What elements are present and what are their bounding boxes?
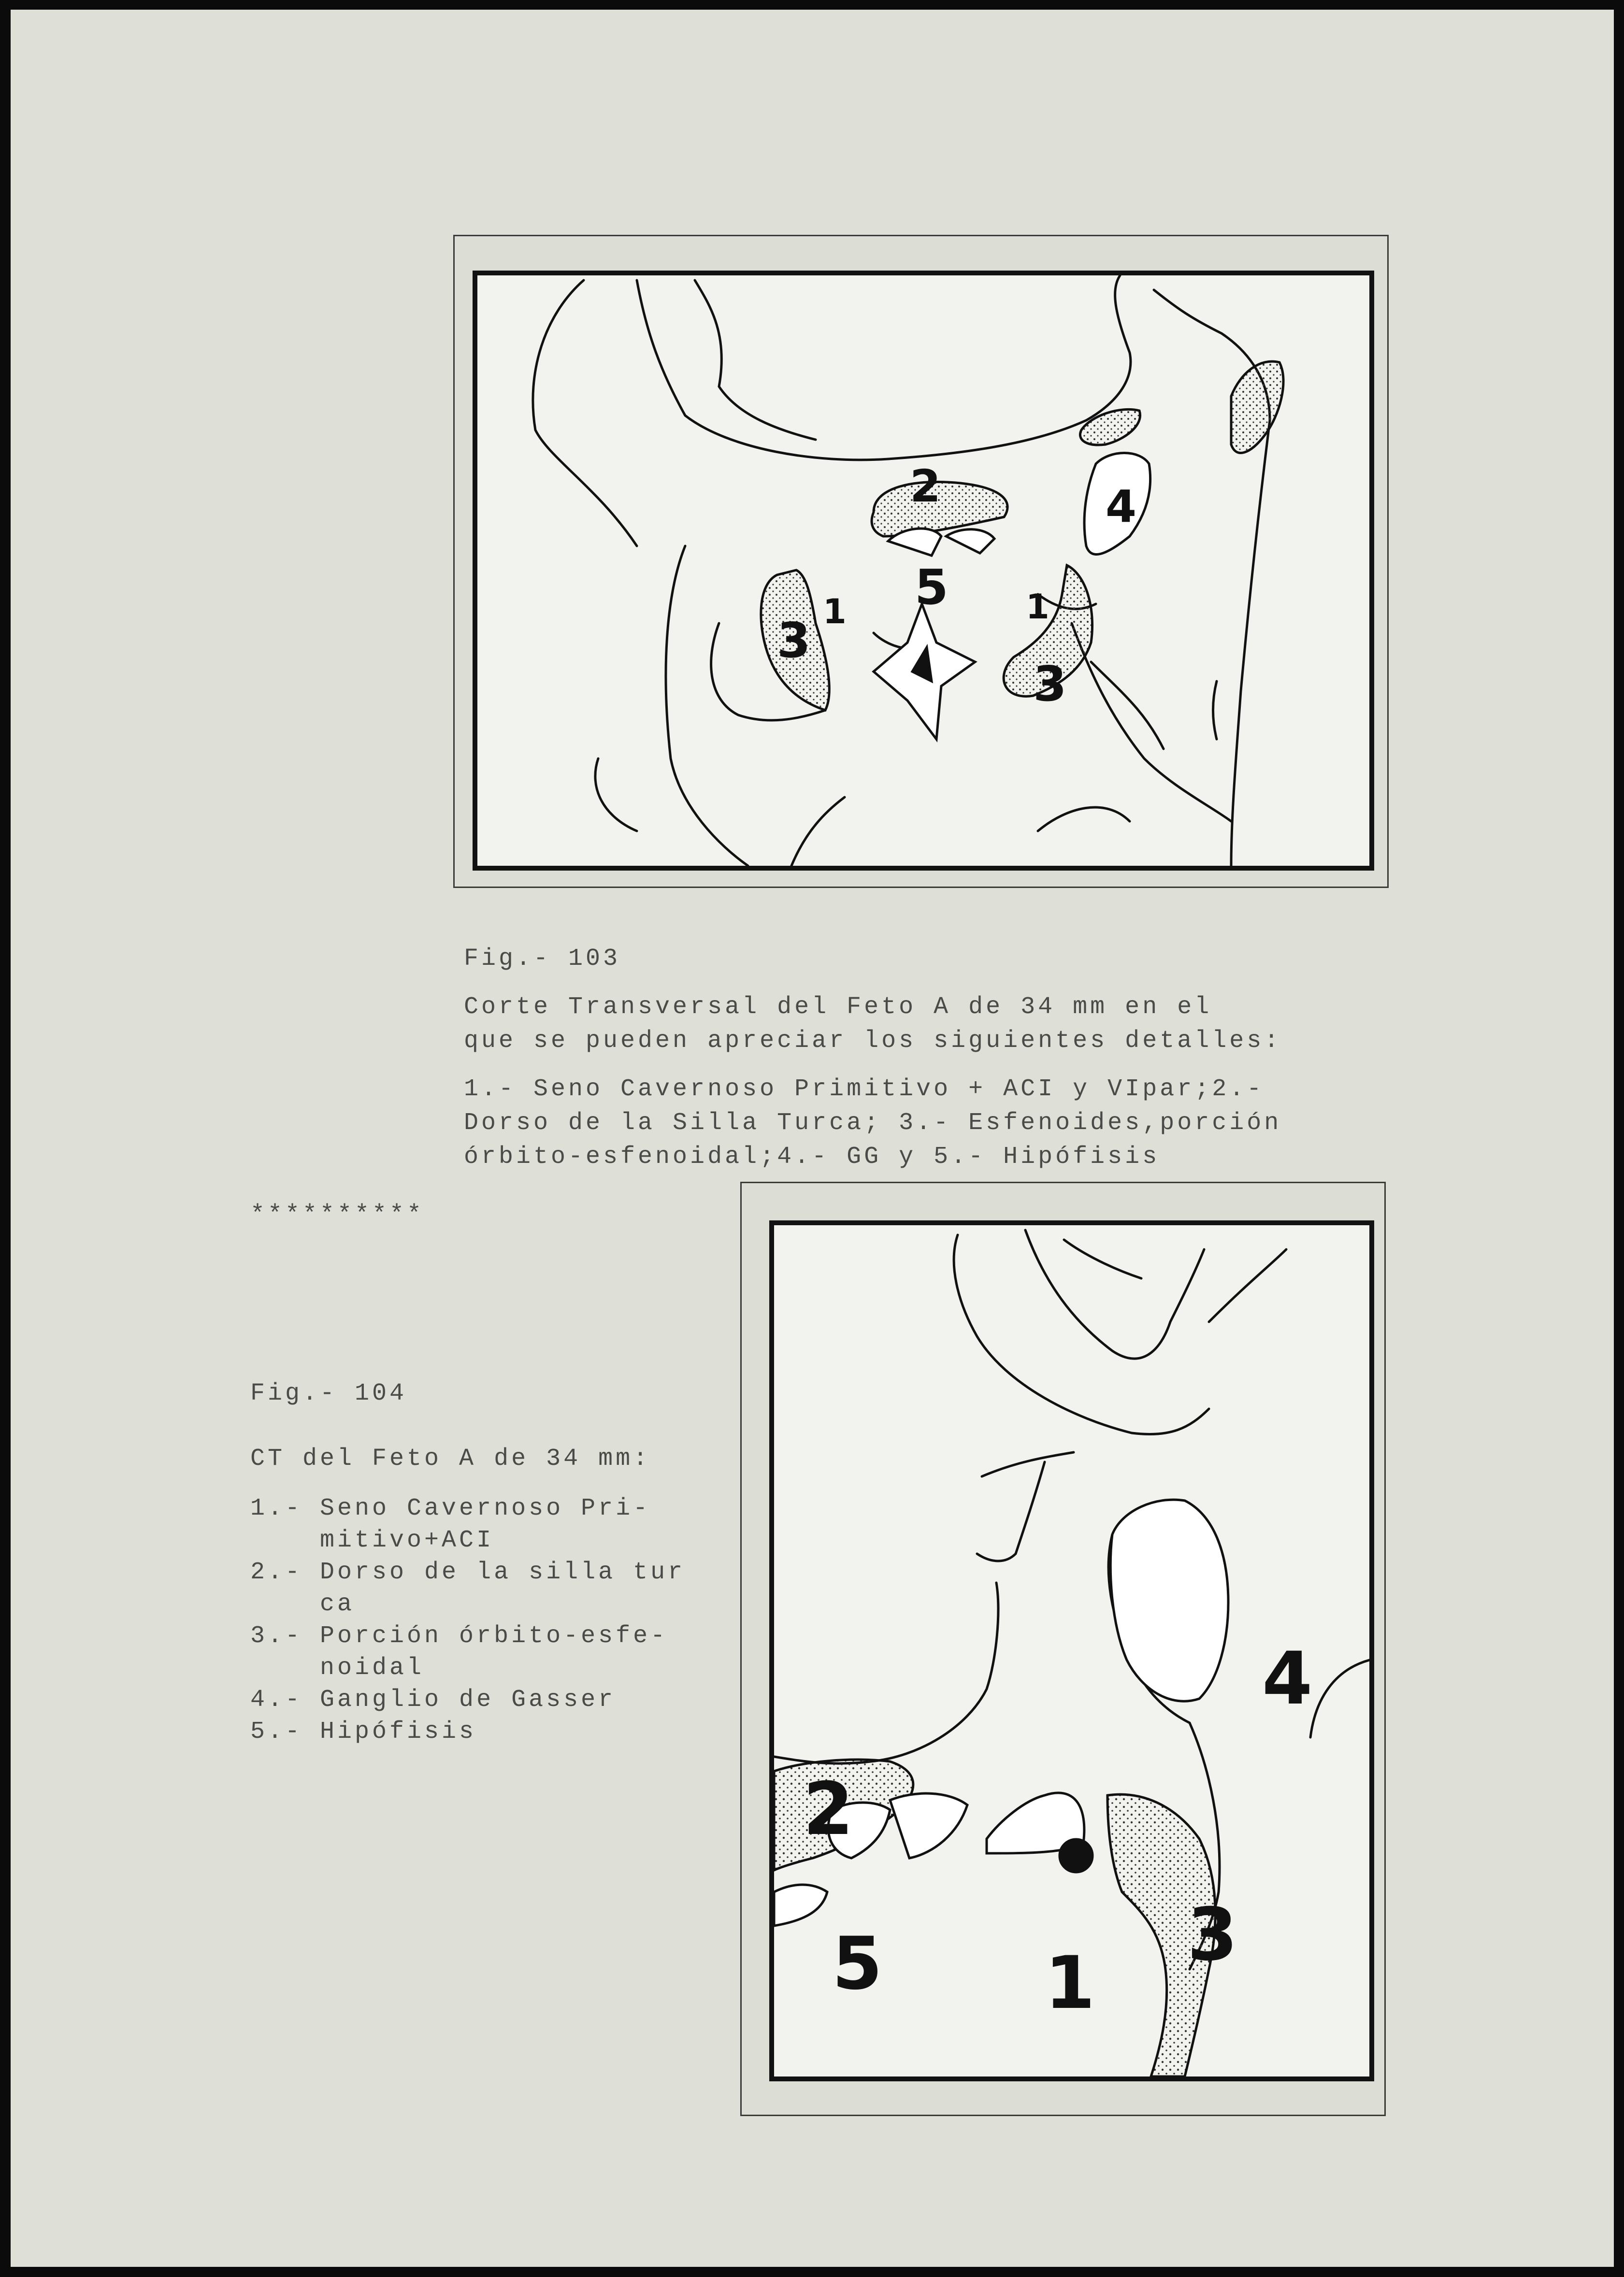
fig104-item-line-2: mitivo+ACI <box>250 1527 494 1554</box>
fig104-caption: CT del Feto A de 34 mm: <box>250 1445 651 1473</box>
fig103-label-4: 4 <box>1106 481 1137 532</box>
fig103-drawing <box>473 271 1374 871</box>
fig103-illustration <box>477 275 1369 866</box>
fig104-item-line-5: 3.- Porción órbito-esfe- <box>250 1622 668 1650</box>
fig103-details-line-1: 1.- Seno Cavernoso Primitivo + ACI y VIpar;2.- <box>464 1075 1265 1103</box>
fig103-label-3-right: 3 <box>1033 656 1067 712</box>
fig104-number: Fig.- 104 <box>250 1380 407 1407</box>
separator: ********** <box>250 1201 425 1229</box>
fig104-item-line-4: ca <box>250 1590 355 1618</box>
fig104-label-4: 4 <box>1262 1637 1313 1721</box>
fig104-label-2: 2 <box>803 1767 854 1851</box>
fig104-item-line-6: noidal <box>250 1654 425 1682</box>
fig103-label-2: 2 <box>910 460 941 512</box>
fig103-details-line-2: Dorso de la Silla Turca; 3.- Esfenoides,porción <box>464 1109 1282 1137</box>
fig104-item-line-1: 1.- Seno Cavernoso Pri- <box>250 1495 651 1522</box>
fig103-number: Fig.- 103 <box>464 945 621 973</box>
fig104-label-1: 1 <box>1045 1941 1095 2025</box>
fig103-label-3-left: 3 <box>777 612 811 669</box>
fig104-label-3: 3 <box>1187 1893 1238 1977</box>
fig103-label-5: 5 <box>915 559 949 616</box>
fig103-caption-line-1: Corte Transversal del Feto A de 34 mm en el <box>464 993 1212 1021</box>
fig104-drawing <box>769 1220 1374 2081</box>
fig104-item-line-8: 5.- Hipófisis <box>250 1718 477 1746</box>
fig104-label-5: 5 <box>832 1922 883 2006</box>
fig104-item-line-3: 2.- Dorso de la silla tur <box>250 1559 686 1586</box>
fig103-label-1-right: 1 <box>1026 587 1049 627</box>
fig104-item-line-7: 4.- Ganglio de Gasser <box>250 1686 616 1714</box>
fig103-label-1-left: 1 <box>823 592 847 631</box>
document-page <box>11 10 1614 2267</box>
fig104-illustration <box>774 1225 1369 2077</box>
fig103-caption-line-2: que se pueden apreciar los siguientes detalles: <box>464 1027 1282 1055</box>
fig103-details-line-3: órbito-esfenoidal;4.- GG y 5.- Hipófisis <box>464 1143 1160 1171</box>
